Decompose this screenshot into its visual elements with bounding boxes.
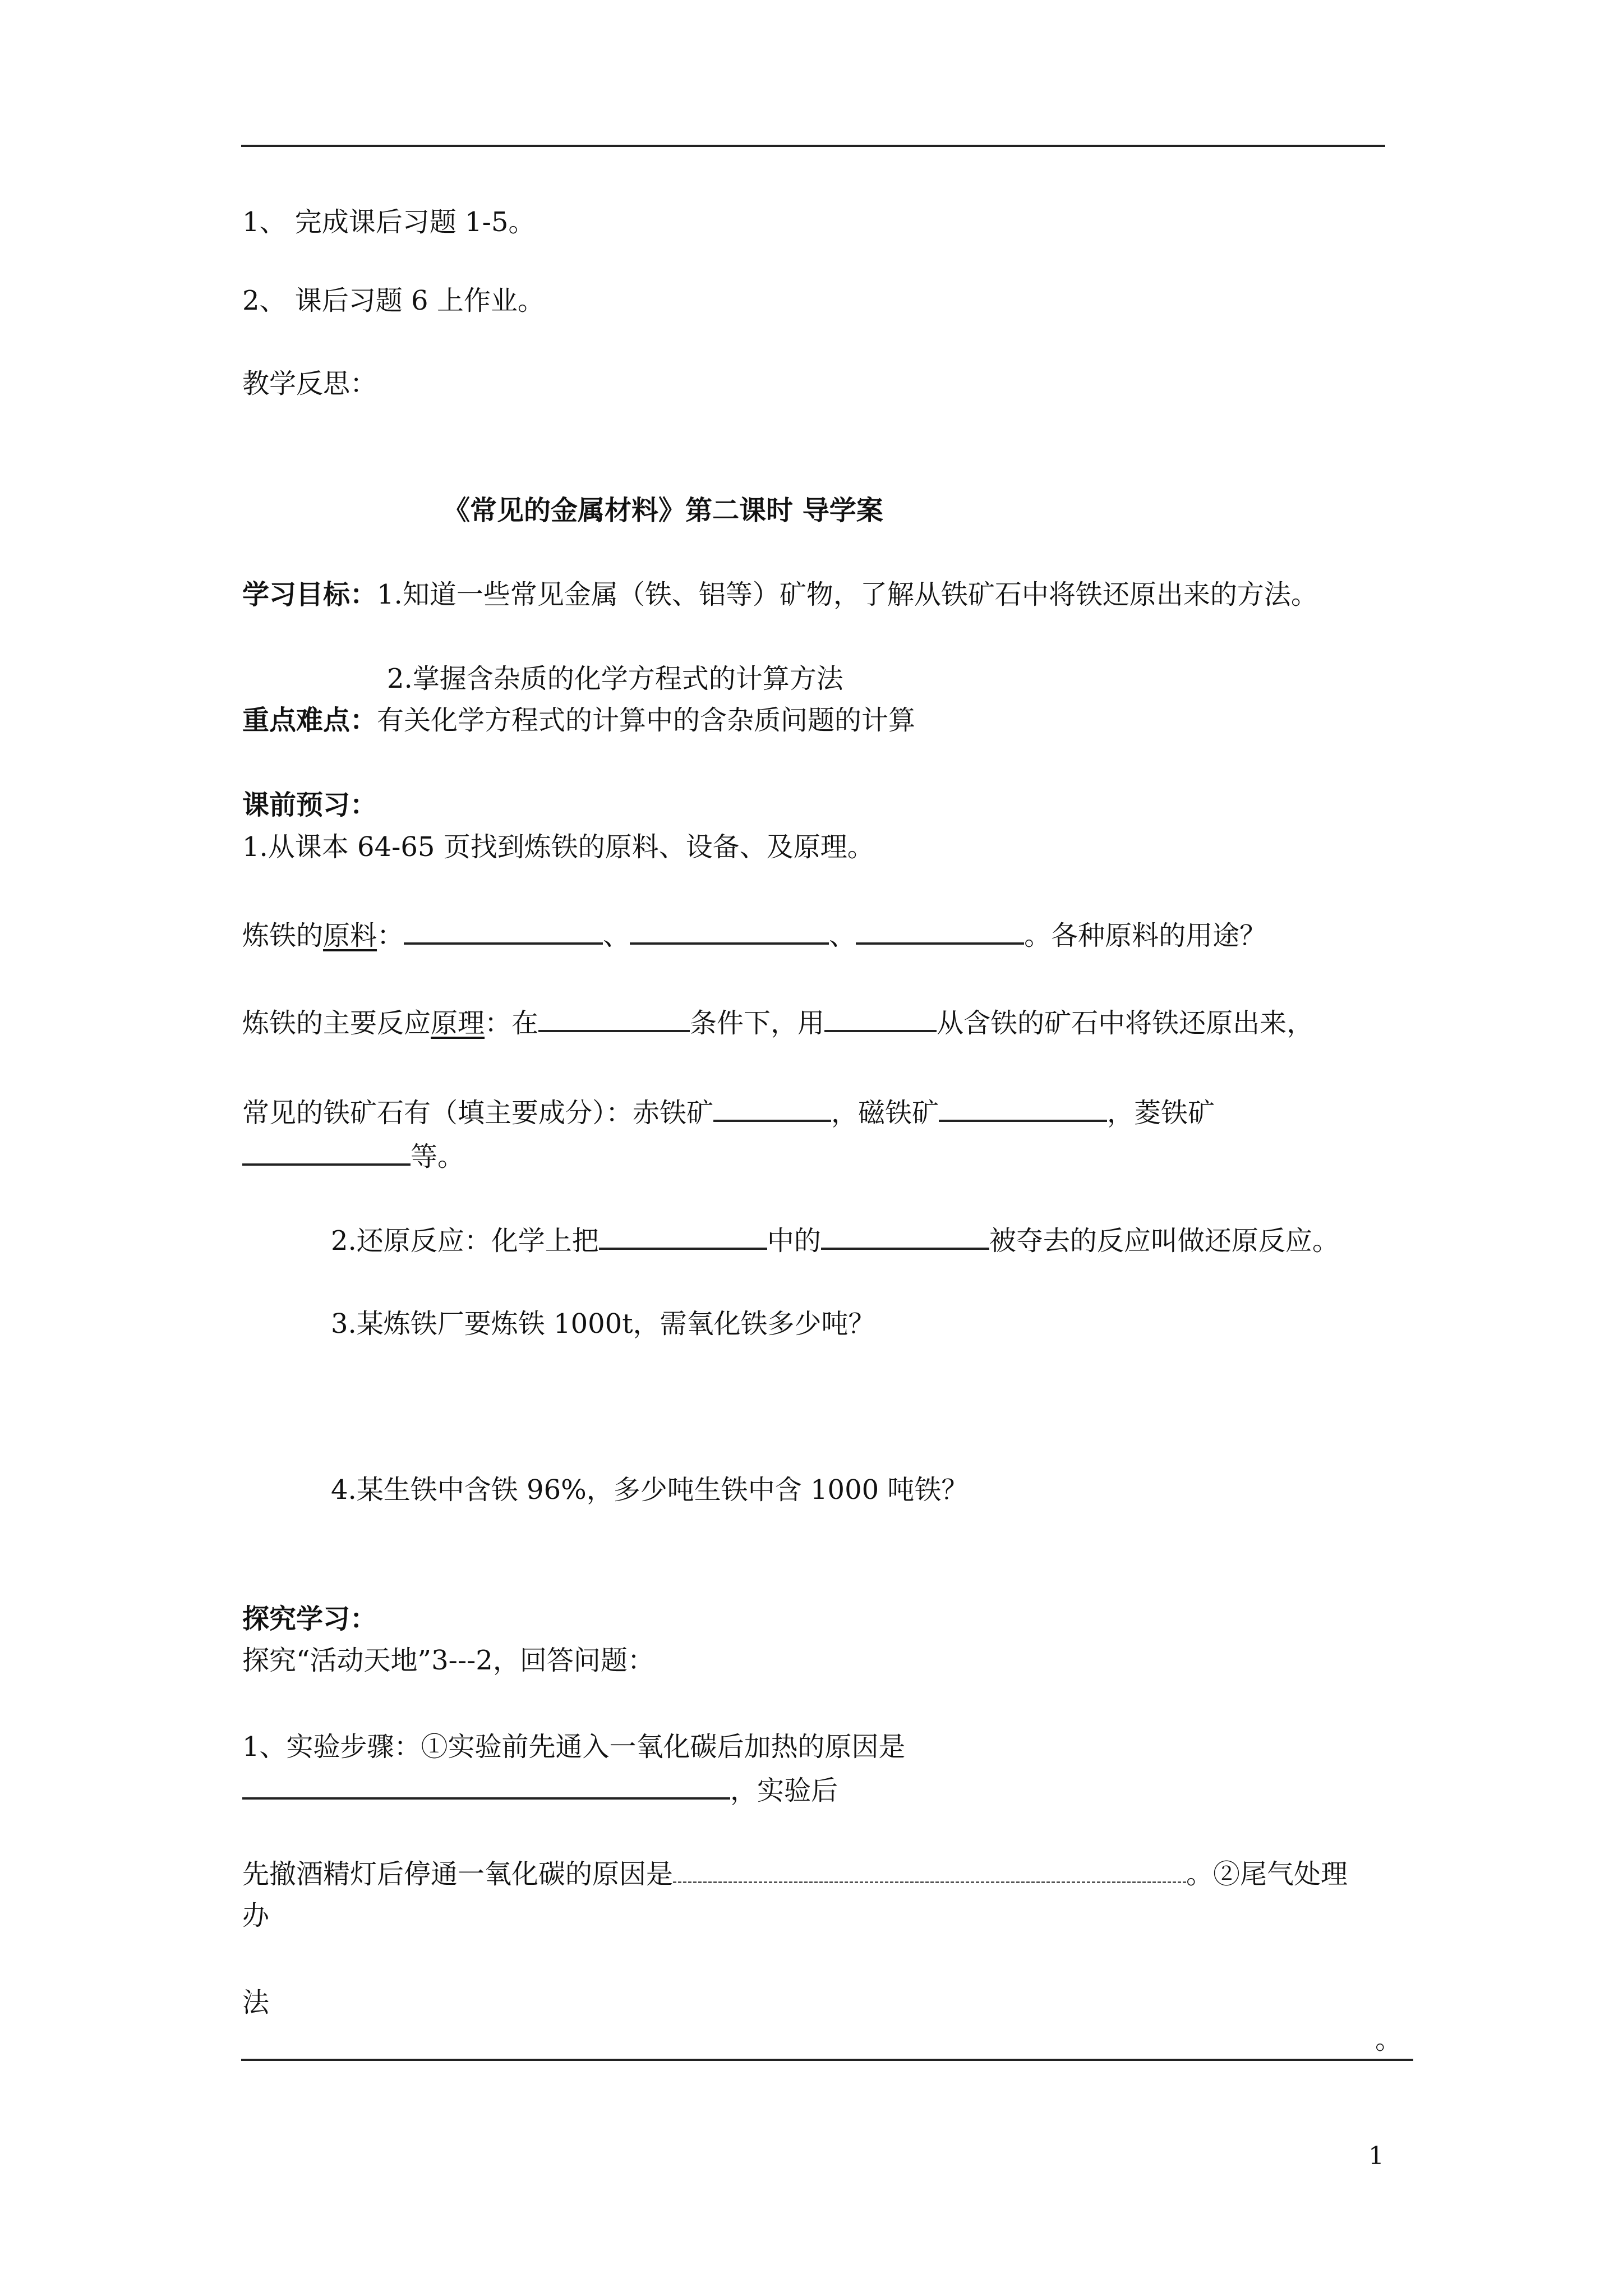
preview-label: 课前预习： [242,789,377,821]
reduction-line [331,1223,1339,1258]
siderite-blank[interactable] [242,1139,411,1166]
step3-label: 法 [242,1987,270,2018]
key-points-label: 重点难点： [242,705,377,736]
homework-item-1: 1、 完成课后习题 1-5。 [242,206,536,238]
explore-step-1: 1、实验步骤：①实验前先通入一氧化碳后加热的原因是 [242,1731,906,1763]
reduction-mid: 中的 [767,1225,821,1257]
materials-word: 原料 [323,920,377,951]
step2-wrap: 办 [242,1900,270,1931]
homework-item-2: 2、 课后习题 6 上作业。 [242,285,545,316]
step3-end: 。 [1375,2024,1403,2055]
page-number: 1 [1368,2142,1384,2170]
objectives-line-1 [242,578,1318,611]
explore-intro: 探究“活动天地”3---2，回答问题： [242,1645,654,1676]
objectives-label: 学习目标： [242,579,377,610]
reduction-blank-2[interactable] [821,1223,989,1250]
ore-mid-2: ，菱铁矿 [1107,1097,1215,1129]
preview-item-4: 4.某生铁中含铁 96%，多少吨生铁中含 1000 吨铁？ [331,1474,969,1506]
materials-colon: ： [377,920,404,951]
step1-reason-blank[interactable] [242,1773,730,1800]
ore-line-2 [242,1139,464,1174]
reduction-suffix: 被夺去的反应叫做还原反应。 [989,1225,1339,1257]
objective-2: 2.掌握含杂质的化学方程式的计算方法 [387,663,843,694]
page-title: 《常见的金属材料》第二课时 导学案 [443,495,883,526]
principle-line [242,1005,1313,1040]
step2-prefix: 先撤酒精灯后停通一氧化碳的原因是 [242,1858,674,1890]
reduction-blank-1[interactable] [599,1223,767,1250]
reducing-agent-blank[interactable] [824,1005,937,1032]
header-rule [241,145,1385,147]
key-points-text: 有关化学方程式的计算中的含杂质问题的计算 [377,705,916,736]
preview-item-3: 3.某炼铁厂要炼铁 1000t，需氧化铁多少吨？ [331,1308,875,1340]
materials-sep-1: 、 [603,920,630,951]
materials-prefix: 炼铁的 [242,920,324,951]
step2-suffix: 。②尾气处理 [1186,1858,1348,1890]
step1-suffix: ，实验后 [730,1775,838,1806]
principle-suffix: 从含铁的矿石中将铁还原出来， [937,1007,1314,1039]
key-points-line [242,703,915,737]
explore-step-1-line-2 [242,1773,838,1807]
materials-sep-2: 、 [829,920,856,951]
teaching-reflection-label: 教学反思： [242,368,377,399]
explore-step-2 [242,1857,1348,1891]
principle-prefix: 炼铁的主要反应 [242,1007,431,1039]
ore-suffix: 等。 [411,1141,465,1172]
condition-blank[interactable] [538,1005,690,1032]
explore-label: 探究学习： [242,1603,377,1635]
principle-word: 原理 [431,1007,485,1039]
principle-mid-1: ：在 [485,1007,539,1039]
principle-mid-2: 条件下，用 [690,1007,825,1039]
exhaust-treatment-blank[interactable] [241,2059,1413,2061]
magnetite-blank[interactable] [939,1095,1107,1122]
material-blank-3[interactable] [856,918,1024,945]
objective-1: 1.知道一些常见金属（铁、铝等）矿物，了解从铁矿石中将铁还原出来的方法。 [377,579,1318,610]
ore-mid-1: ，磁铁矿 [831,1097,939,1129]
ore-prefix: 常见的铁矿石有（填主要成分）：赤铁矿 [242,1097,714,1129]
material-blank-2[interactable] [630,918,829,945]
step2-reason-blank[interactable] [673,1857,1186,1883]
material-blank-1[interactable] [404,918,603,945]
materials-suffix: 。各种原料的用途？ [1024,920,1267,951]
hematite-blank[interactable] [713,1095,831,1122]
ore-line [242,1095,1215,1130]
preview-item-1: 1.从课本 64-65 页找到炼铁的原料、设备、及原理。 [242,831,874,863]
materials-line [242,918,1266,953]
reduction-prefix: 2.还原反应：化学上把 [331,1225,599,1257]
